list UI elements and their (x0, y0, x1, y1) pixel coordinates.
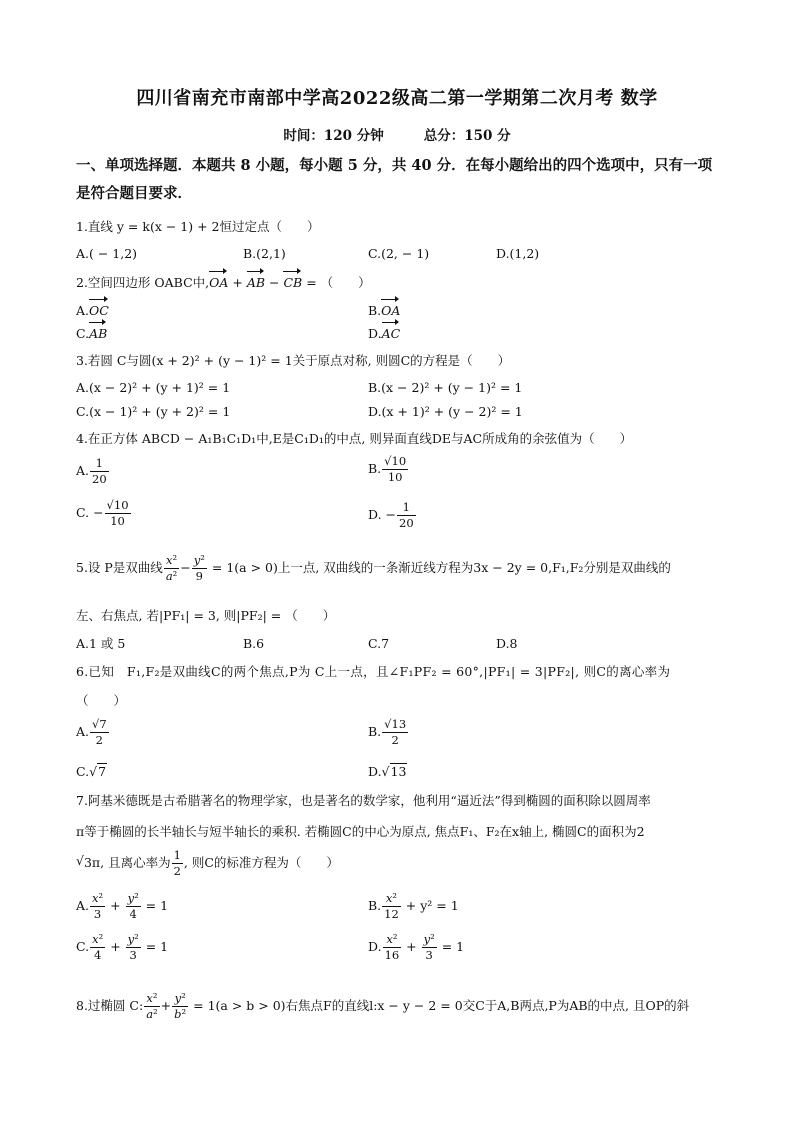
q4-option-c: C. − $\frac{√10}{10}$ (76, 498, 129, 528)
q2-option-c: C.AB (76, 323, 107, 345)
q4-stem: 4.在正方体 ABCD − A₁B₁C₁D₁中,E是C₁D₁的中点, 则异面直线DE与AC所成角的余弦值为（ ） (76, 431, 633, 446)
exam-score: 总分：150 分 (423, 128, 511, 144)
q4-option-d: D. − $\frac{1}{20}$ (368, 500, 414, 530)
q2-option-a: A.OC (76, 300, 109, 322)
q8-stem: 8.过椭圆 C: $\frac{\text{x²}}{\text{a²}}$ + $\frac{\text{y²}}{\text{b²}}$ = 1(a > b > 0)右焦点F的直线l:x − y − 2 = 0交C于A,B两点,P为AB的中点, 且OP的斜 (76, 991, 690, 1021)
q6-stem: 6.已知 F₁,F₂是双曲线C的两个焦点,P为 C上一点，且∠F₁PF₂ = 60°,|PF₁| = 3|PF₂|, 则C的离心率为 (76, 664, 671, 679)
q5-option-a: A.1 或 5 (76, 636, 126, 651)
q2-option-d: D.AC (368, 323, 400, 345)
q7-option-c: C. $\frac{\text{x²}}{4}$ + $\frac{\text{y²}}{3}$ = 1 (76, 932, 169, 962)
q2-option-b: B.OA (368, 300, 400, 322)
q3-option-d: D.(x + 1)² + (y − 2)² = 1 (368, 404, 523, 419)
q1-option-c: C.(2, − 1) (368, 246, 430, 261)
q4-option-a: A. $\frac{1}{20}$ (76, 456, 107, 486)
q7-option-a: A. $\frac{\text{x²}}{3}$ + $\frac{\text{y²}}{4}$ = 1 (76, 891, 169, 921)
exam-time: 时间：120 分钟 (283, 128, 384, 144)
vector-oa: OA (209, 272, 228, 294)
q5-option-b: B.6 (243, 636, 265, 651)
q4-option-b: B. $\frac{√10}{10}$ (368, 454, 407, 484)
q1-option-b: B.(2,1) (243, 246, 286, 261)
q7-stem-line3: √3π, 且离心率为 $\frac{1}{2}$ , 则C的标准方程为（ ） (76, 848, 339, 878)
exam-subtitle (0, 124, 794, 144)
section-heading: 一、单项选择题．本题共 8 小题，每小题 5 分，共 40 分．在每小题给出的四个选项中，只有一项是符合题目要求． (76, 157, 713, 202)
exam-title: 四川省南充市南部中学高2022级高二第一学期第二次月考 数学 (136, 88, 658, 109)
q6-option-c: C.√7 (76, 764, 107, 779)
q6-option-b: B. $\frac{√13}{2}$ (368, 717, 407, 747)
vector-ab: AB (247, 272, 265, 294)
q5-option-d: D.8 (496, 636, 518, 651)
q5-stem-line2: 左、右焦点, 若|PF₁| = 3, 则|PF₂| = （ ） (76, 608, 336, 623)
q6-stem-line2: （ ） (76, 693, 127, 708)
q6-option-a: A. $\frac{√7}{2}$ (76, 717, 107, 747)
q5-stem: 5.设 P是双曲线 $\frac{\text{x²}}{\text{a²}}$ − $\frac{\text{y²}}{9}$ = 1(a > 0)上一点, 双曲线的一条渐近线方程为3x − 2y = 0,F₁,F₂分别是双曲线的 (76, 553, 671, 583)
q1-option-d: D.(1,2) (496, 246, 540, 261)
q2-stem: 2.空间四边形 OABC中,OA + AB − CB = （ ） (76, 272, 726, 294)
q7-stem-line1: 7.阿基米德既是古希腊著名的物理学家，也是著名的数学家，他利用“逼近法”得到椭圆的面积除以圆周率 (76, 793, 651, 808)
q7-option-d: D. $\frac{\text{x²}}{16}$ + $\frac{\text{y²}}{3}$ = 1 (368, 932, 465, 962)
q3-option-a: A.(x − 2)² + (y + 1)² = 1 (76, 380, 231, 395)
q1-option-a: A.( − 1,2) (76, 246, 138, 261)
q7-stem-line2: π等于椭圆的长半轴长与短半轴长的乘积. 若椭圆C的中心为原点, 焦点F₁、F₂在x轴上, 椭圆C的面积为2 (76, 824, 645, 839)
q1-stem: 1.直线 y = k(x − 1) + 2恒过定点（ ） (76, 219, 320, 234)
vector-cb: CB (283, 272, 302, 294)
q3-option-b: B.(x − 2)² + (y − 1)² = 1 (368, 380, 523, 395)
q3-option-c: C.(x − 1)² + (y + 2)² = 1 (76, 404, 231, 419)
q5-option-c: C.7 (368, 636, 390, 651)
q6-option-d: D.√13 (368, 764, 407, 779)
q7-option-b: B. $\frac{\text{x²}}{12}$ + y² = 1 (368, 891, 459, 921)
q3-stem: 3.若圆 C与圆(x + 2)² + (y − 1)² = 1关于原点对称, 则圆C的方程是（ ） (76, 353, 511, 368)
